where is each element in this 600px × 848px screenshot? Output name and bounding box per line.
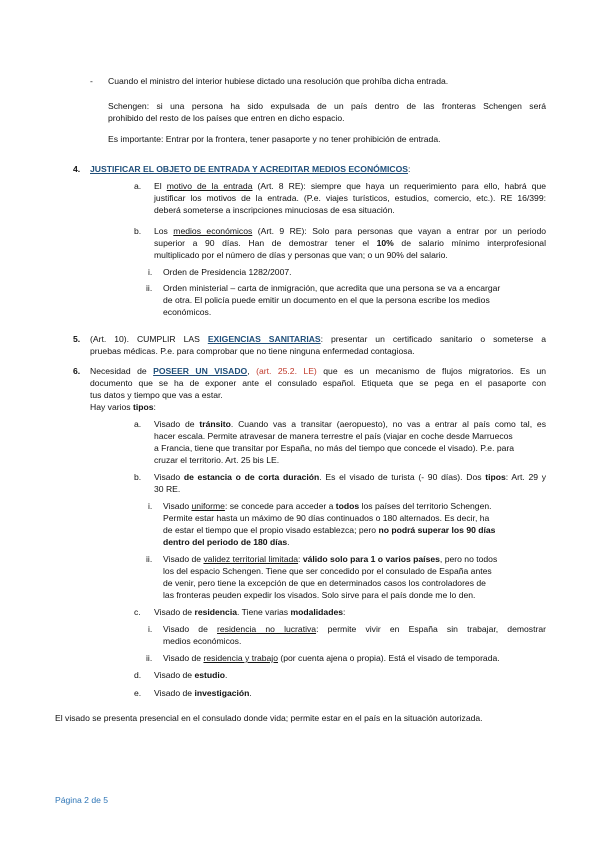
paragraph-line: Permite estar hasta un máximo de 90 días continuados o 180 alternados. Es decir, ha: [163, 513, 490, 523]
text: : Art. 29 y: [505, 472, 546, 482]
paragraph-line: tus datos y tiempo que vas a estar.: [90, 390, 223, 400]
text: Visado de: [154, 688, 195, 698]
text: . Es el visado de turista (- 90 días). Dos: [319, 472, 486, 482]
text: Visado: [163, 501, 192, 511]
paragraph-line: [90, 333, 546, 345]
text: los países del territorio Schengen.: [359, 501, 492, 511]
text: Visado de: [163, 653, 204, 663]
text: : presentar un certificado sanitario o someterse a: [320, 334, 546, 344]
text: Visado de: [154, 670, 195, 680]
paragraph-line: [154, 180, 546, 192]
text: :: [153, 402, 156, 412]
underlined-text: residencia no lucrativa: [217, 624, 317, 634]
list-label: a.: [134, 419, 142, 429]
paragraph-line: [154, 471, 546, 483]
text: Visado de: [154, 607, 195, 617]
section-heading: EXIGENCIAS SANITARIAS: [207, 334, 321, 344]
legal-reference: (art. 25.2. LE): [256, 366, 317, 376]
bold-text: tipos: [485, 472, 506, 482]
paragraph-line: [154, 225, 546, 237]
text: , pero no todos: [439, 554, 498, 564]
text: (Art. 10). CUMPLIR LAS: [90, 334, 208, 344]
paragraph-line: deberá someterse a inscripciones minuciosas de esa situación.: [154, 205, 395, 215]
text: .: [287, 537, 290, 547]
bold-text: investigación: [194, 688, 250, 698]
list-label: ii.: [146, 283, 153, 293]
text: de estar el tiempo que el propio visado establezca; pero: [163, 525, 379, 535]
list-label: a.: [134, 181, 142, 191]
text: Necesidad de: [90, 366, 154, 376]
paragraph-line: económicos.: [163, 307, 212, 317]
bullet-dash: -: [90, 76, 93, 86]
text: superior a 90 días. Han de demostrar tener el: [154, 238, 370, 248]
list-label: b.: [134, 472, 142, 482]
paragraph-line: [163, 524, 495, 536]
paragraph-line: Cuando el ministro del interior hubiese dictado una resolución que prohíba dicha entrada.: [108, 76, 449, 86]
underlined-text: validez territorial limitada: [203, 554, 299, 564]
text: que es un mecanismo de flujos migratorios. Es un: [316, 366, 546, 376]
paragraph-line: justificar los motivos de la entrada. (P.e. viajes turísticos, estudios, comercio, etc.). RE 16/399:: [154, 193, 546, 203]
paragraph-line: medios económicos.: [163, 636, 242, 646]
paragraph-line: cruzar el territorio. Art. 25 bis LE.: [154, 455, 280, 465]
paragraph-line: [154, 237, 546, 249]
paragraph-line: [154, 418, 546, 430]
text: .: [249, 688, 252, 698]
list-label: e.: [134, 688, 142, 698]
text: Visado de: [154, 419, 200, 429]
list-label: i.: [148, 501, 153, 511]
paragraph-line: de venir, pero tiene la excepción de que en determinados casos los controladores de: [163, 578, 486, 588]
paragraph-line: [154, 687, 252, 699]
paragraph-line: [163, 652, 500, 664]
bold-text: residencia: [194, 607, 237, 617]
bold-text: dentro del periodo de 180 días: [163, 537, 288, 547]
list-label: c.: [134, 607, 141, 617]
section-heading-line: [90, 163, 410, 175]
bold-text: 10%: [376, 238, 394, 248]
paragraph-line: [90, 401, 156, 413]
paragraph-line: de otra. El policía puede emitir un documento en el que la persona escribe los medios: [163, 295, 490, 305]
section-number: 6.: [73, 366, 81, 376]
paragraph-line: [154, 669, 227, 681]
bold-text: tránsito: [199, 419, 231, 429]
paragraph-line: los del espacio Schengen. Tiene que ser concedido por el consulado de España antes: [163, 566, 492, 576]
bold-text: no podrá superar los 90 días: [378, 525, 496, 535]
page-number: Página 2 de 5: [55, 795, 109, 805]
paragraph-line: [154, 606, 345, 618]
closing-paragraph: El visado se presenta presencial en el consulado donde vida; permite estar en el país en la situación autorizada.: [55, 713, 483, 723]
text: . Tiene varias: [236, 607, 291, 617]
paragraph-line: hacer escala. Permite atravesar de manera terrestre el país (viajar en coche desde Marruecos: [154, 431, 513, 441]
bold-text: válido solo para 1 o varios países: [302, 554, 440, 564]
paragraph-line: pruebas médicas. P.e. para comprobar que no tiene ninguna enfermedad contagiosa.: [90, 346, 415, 356]
bold-text: estudio: [194, 670, 226, 680]
text: Los: [154, 226, 174, 236]
paragraph-line: documento que se ha de exponer ante el consulado español. Etiqueta que se pega en el pasaporte con: [90, 378, 546, 388]
text: : se concede para acceder a: [224, 501, 336, 511]
paragraph-line: las fronteras peuden expedir los visados. Solo sirve para el país donde me lo den.: [163, 590, 476, 600]
paragraph-line: prohibido del resto de los países que entren en dicho espacio.: [108, 113, 345, 123]
section-heading: JUSTIFICAR EL OBJETO DE ENTRADA Y ACREDITAR MEDIOS ECONÓMICOS: [90, 164, 409, 174]
text: El: [154, 181, 167, 191]
text: ,: [247, 366, 257, 376]
bold-text: tipos: [132, 402, 154, 412]
text: (Art. 9 RE): Solo para personas que vayan a entrar por un periodo: [252, 226, 547, 236]
paragraph-line: multiplicado por el número de días y personas que van; o un 90% del salario.: [154, 250, 448, 260]
text: : permite vivir en España sin trabajar, demostrar: [316, 624, 546, 634]
section-number: 4.: [73, 164, 81, 174]
list-label: i.: [148, 267, 153, 277]
text: (por cuenta ajena o propia). Está el visado de temporada.: [278, 653, 500, 663]
paragraph-line: a Francia, tiene que transitar por España, no más del tiempo que concede el visado). P.e. para: [154, 443, 515, 453]
paragraph-line: [163, 500, 492, 512]
section-heading: POSEER UN VISADO: [153, 366, 248, 376]
paragraph-line: [90, 365, 546, 377]
underlined-text: motivo de la entrada: [166, 181, 253, 191]
paragraph-line: Schengen: si una persona ha sido expulsada de un país dentro de las fronteras Schengen será: [108, 101, 546, 111]
list-label: b.: [134, 226, 142, 236]
paragraph-line: Es importante: Entrar por la frontera, tener pasaporte y no tener prohibición de entrada.: [108, 134, 441, 144]
text: Visado de: [163, 624, 218, 634]
paragraph-line: [163, 536, 290, 548]
paragraph-line: 30 RE.: [154, 484, 181, 494]
list-label: ii.: [146, 554, 153, 564]
text: Hay varios: [90, 402, 133, 412]
paragraph-line: [163, 553, 497, 565]
bold-text: todos: [335, 501, 360, 511]
text: :: [343, 607, 346, 617]
underlined-text: residencia y trabajo: [203, 653, 278, 663]
section-number: 5.: [73, 334, 81, 344]
list-label: ii.: [146, 653, 153, 663]
text: :: [408, 164, 411, 174]
text: :: [298, 554, 303, 564]
bold-text: modalidades: [290, 607, 344, 617]
paragraph-line: Orden de Presidencia 1282/2007.: [163, 267, 292, 277]
paragraph-line: Orden ministerial – carta de inmigración, que acredita que una persona se va a encargar: [163, 283, 501, 293]
paragraph-line: [163, 623, 546, 635]
text: de salario mínimo interprofesional: [401, 238, 546, 248]
list-label: i.: [148, 624, 153, 634]
text: Visado de: [163, 554, 204, 564]
list-label: d.: [134, 670, 142, 680]
text: Visado: [154, 472, 184, 482]
underlined-text: uniforme: [191, 501, 225, 511]
bold-text: de estancia o de corta duración: [183, 472, 320, 482]
text: . Cuando vas a transitar (aeropuesto), no vas a entrar al país como tal, es: [230, 419, 546, 429]
underlined-text: medios económicos: [173, 226, 253, 236]
text: .: [225, 670, 228, 680]
text: (Art. 8 RE): siempre que haya un requerimiento para ello, habrá que: [252, 181, 547, 191]
